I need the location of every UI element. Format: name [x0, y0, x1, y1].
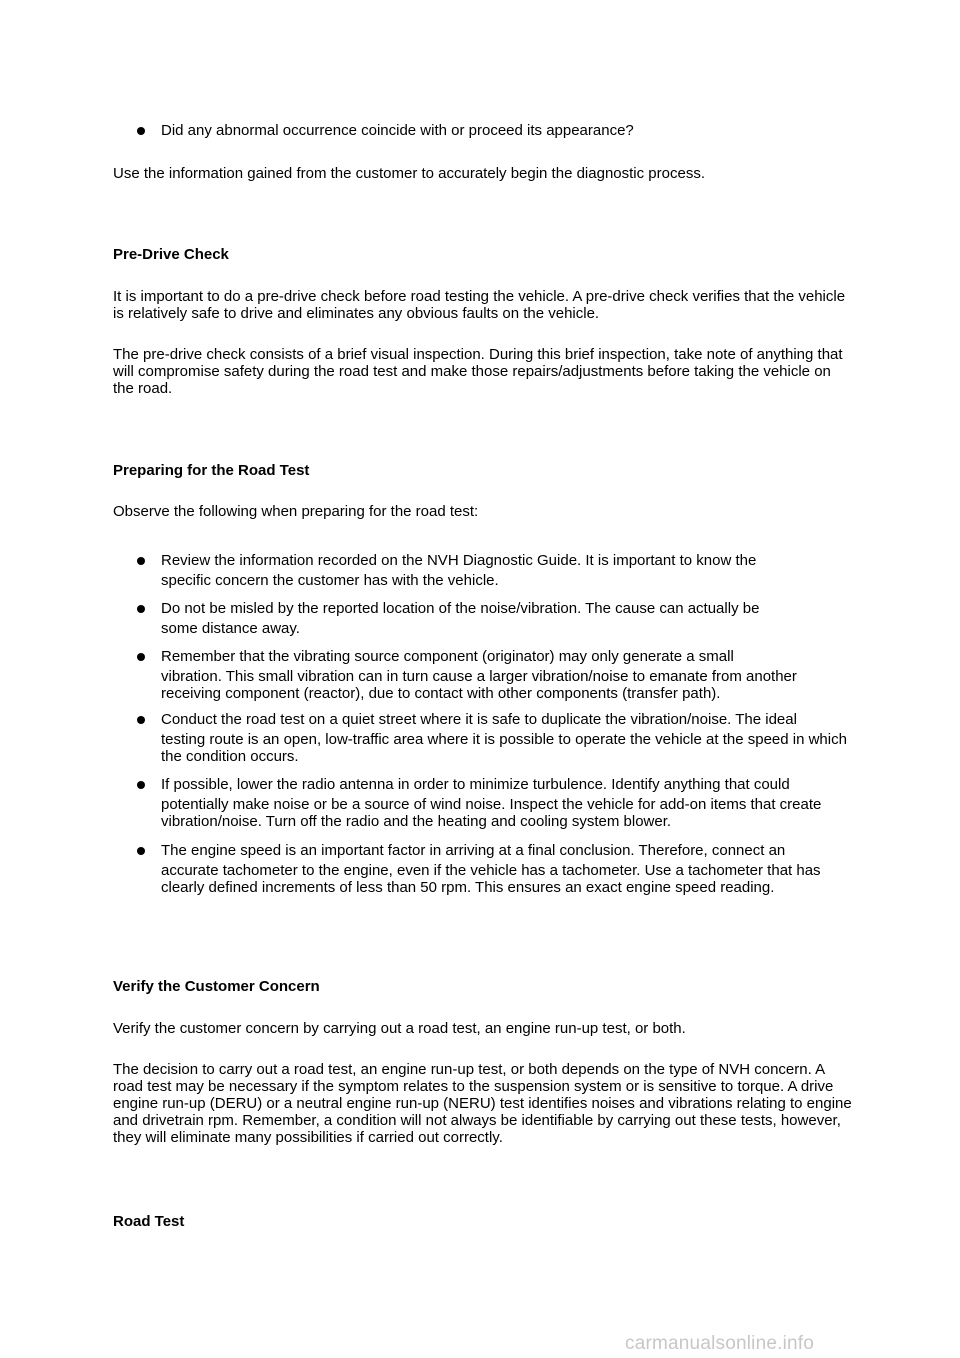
list-item [137, 122, 857, 139]
list-item-text-rest: testing route is an open, low-traffic area where it is possible to operate the vehicle at the speed in which the condition occurs. [161, 731, 847, 765]
verify-paragraph-2: The decision to carry out a road test, an engine run-up test, or both depends on the type of NVH concern. A road test may be necessary if the symptom relates to the suspension system or is sensitive to torque. A drive engine run-up (DERU) or a neutral engine run-up (NERU) test identifies noises and vibrations relating to engine and drivetrain rpm. Remember, a condition will not always be identifiable by carrying out these tests, however, they will eliminate many possibilities if carried out correctly. [113, 1061, 852, 1146]
list-item-text-rest: some distance away. [161, 620, 300, 637]
list-item-text-rest: potentially make noise or be a source of wind noise. Inspect the vehicle for add-on items that create vibration/noise. Turn off the radio and the heating and cooling system blower. [161, 796, 822, 830]
list-item-text-first-line: Conduct the road test on a quiet street where it is safe to duplicate the vibration/noise. The ideal [161, 711, 797, 728]
pre-drive-paragraph-2: The pre-drive check consists of a brief visual inspection. During this brief inspection, take note of anything that will compromise safety during the road test and make those repairs/adjustments before taking the vehicle on the road. [113, 346, 843, 397]
bullet-icon [137, 847, 145, 855]
list-item-text-first-line: The engine speed is an important factor in arriving at a final conclusion. Therefore, connect an [161, 842, 786, 859]
list-item [137, 600, 857, 637]
bullet-icon [137, 653, 145, 661]
bullet-icon [137, 716, 145, 724]
intro-paragraph: Use the information gained from the customer to accurately begin the diagnostic process. [113, 165, 705, 182]
list-item [137, 648, 857, 702]
list-item-text-rest: accurate tachometer to the engine, even if the vehicle has a tachometer. Use a tachometer that has clearly defined increments of less than 50 rpm. This ensures an exact engine speed reading. [161, 862, 821, 896]
section-heading-preparing: Preparing for the Road Test [113, 462, 310, 479]
list-item [137, 776, 857, 830]
preparing-intro: Observe the following when preparing for the road test: [113, 503, 479, 520]
list-item-text-first-line: If possible, lower the radio antenna in order to minimize turbulence. Identify anything that could [161, 776, 790, 793]
watermark: carmanualsonline.info [625, 1333, 815, 1354]
list-item [137, 842, 857, 896]
bullet-icon [137, 127, 145, 135]
verify-paragraph-1: Verify the customer concern by carrying out a road test, an engine run-up test, or both. [113, 1020, 686, 1037]
bullet-icon [137, 781, 145, 789]
section-heading-pre-drive: Pre-Drive Check [113, 246, 229, 263]
list-item-text-first-line: Remember that the vibrating source component (originator) may only generate a small [161, 648, 734, 665]
bullet-icon [137, 605, 145, 613]
bullet-icon [137, 557, 145, 565]
list-item-text-rest: vibration. This small vibration can in turn cause a larger vibration/noise to emanate from another receiving component (reactor), due to contact with other components (transfer path). [161, 668, 797, 702]
pre-drive-paragraph-1: It is important to do a pre-drive check before road testing the vehicle. A pre-drive check verifies that the vehicle is relatively safe to drive and eliminates any obvious faults on the vehicle. [113, 288, 846, 322]
list-item [137, 711, 857, 765]
list-item-text-first-line: Review the information recorded on the NVH Diagnostic Guide. It is important to know the [161, 552, 757, 569]
list-item-text-rest: specific concern the customer has with the vehicle. [161, 572, 499, 589]
section-heading-road-test: Road Test [113, 1213, 185, 1230]
list-item-text: Did any abnormal occurrence coincide with or proceed its appearance? [161, 122, 634, 139]
section-heading-verify: Verify the Customer Concern [113, 978, 320, 995]
list-item [137, 552, 857, 589]
list-item-text-first-line: Do not be misled by the reported location of the noise/vibration. The cause can actually be [161, 600, 760, 617]
